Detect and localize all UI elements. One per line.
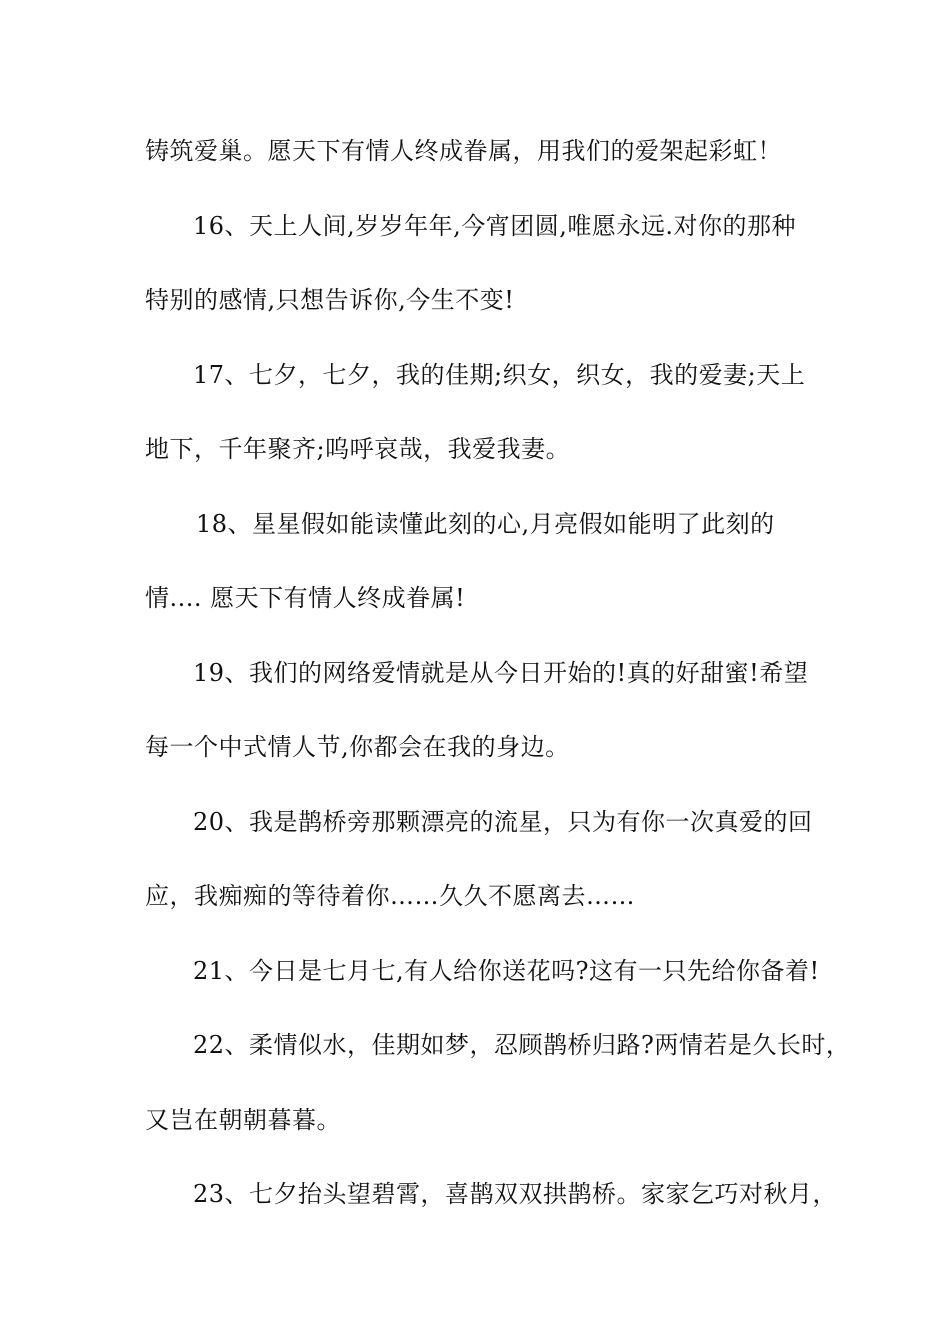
text-line: 又岂在朝朝暮暮。 <box>145 1106 341 1134</box>
text-line: 应，我痴痴的等待着你……久久不愿离去…… <box>145 882 635 910</box>
text-line: 地下，千年聚齐;呜呼哀哉，我爱我妻。 <box>145 435 571 463</box>
text-line: 17、七夕，七夕，我的佳期;织女，织女，我的爱妻;天上 <box>193 361 806 389</box>
text-line: 22、柔情似水，佳期如梦，忍顾鹊桥归路?两情若是久长时， <box>193 1031 851 1059</box>
text-line: 20、我是鹊桥旁那颗漂亮的流星，只为有你一次真爱的回 <box>193 808 813 836</box>
text-line: 21、今日是七月七,有人给你送花吗?这有一只先给你备着! <box>193 957 820 985</box>
text-line: 铸筑爱巢。愿天下有情人终成眷属，用我们的爱架起彩虹！ <box>145 137 782 165</box>
text-line: 特别的感情,只想告诉你,今生不变! <box>145 286 515 314</box>
text-line: 23、七夕抬头望碧霄，喜鹊双双拱鹊桥。家家乞巧对秋月， <box>193 1180 838 1208</box>
text-line: 每一个中式情人节,你都会在我的身边。 <box>145 733 570 761</box>
text-line: 19、我们的网络爱情就是从今日开始的!真的好甜蜜!希望 <box>193 659 809 687</box>
text-line: 16、天上人间,岁岁年年,今宵团圆,唯愿永远.对你的那种 <box>193 212 797 240</box>
text-line: 情.... 愿天下有情人终成眷属! <box>145 584 466 612</box>
text-line: 18、星星假如能读懂此刻的心,月亮假如能明了此刻的 <box>196 510 775 538</box>
